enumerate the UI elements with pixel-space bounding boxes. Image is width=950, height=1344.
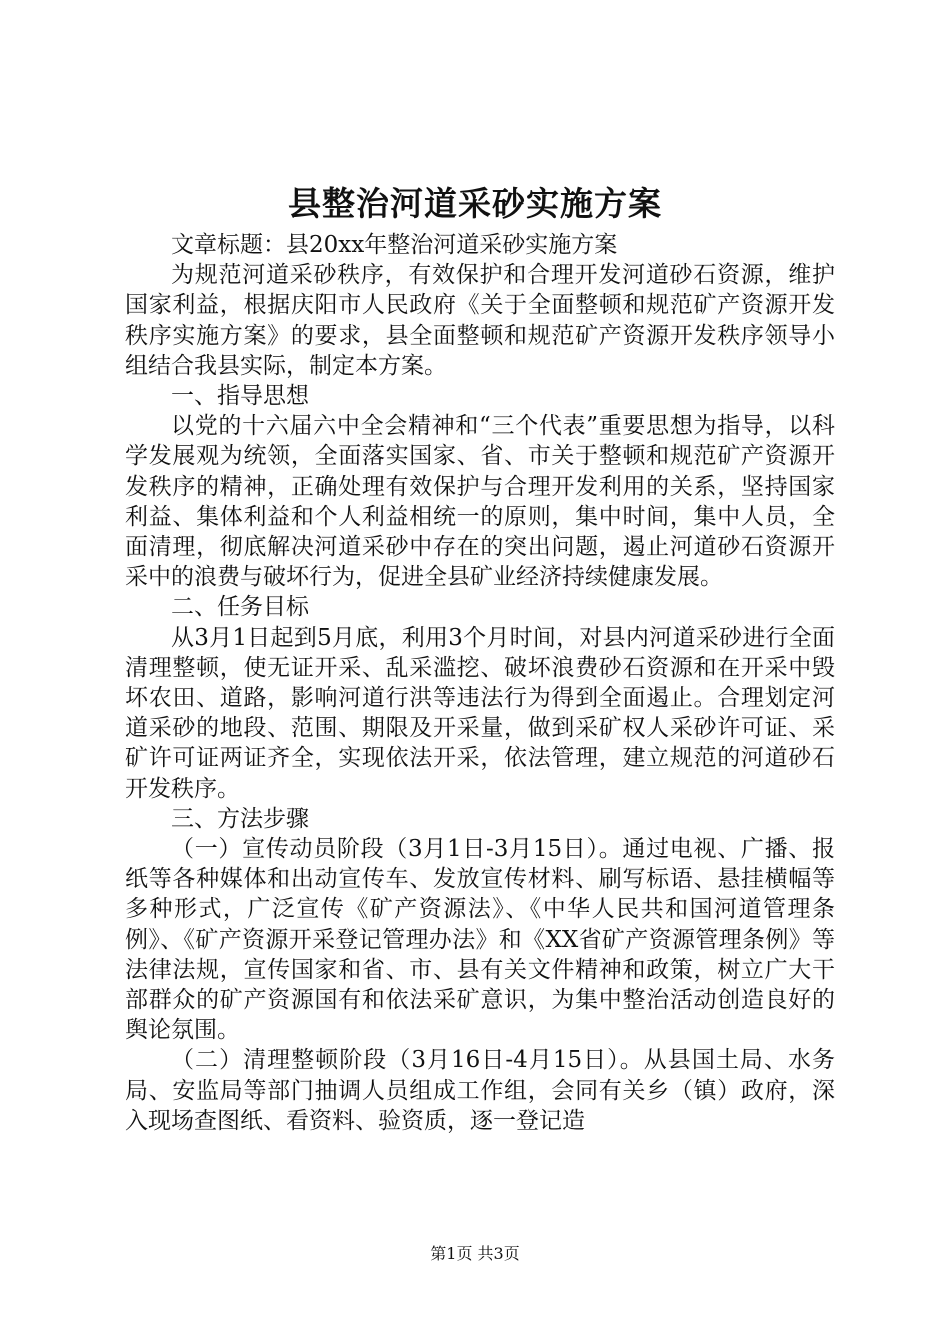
section-heading-task-goals: 二、任务目标 — [171, 594, 309, 621]
article-title-line: 文章标题：县20xx年整治河道采砂实施方案 — [171, 232, 618, 258]
intro-paragraph: 为规范河道采砂秩序，有效保护和合理开发河道砂石资源，维护国家利益，根据庆阳市人民政府《关于全面整顿和规范矿产资源开发秩序实施方案》的要求，县全面整顿和规范矿产资源开发秩序领导小组结合我县实际，制定本方案。 — [125, 262, 835, 379]
rectification-stage-paragraph: （二）清理整顿阶段（3月16日-4月15日）。从县国土局、水务局、安监局等部门抽调人员组成工作组，会同有关乡（镇）政府，深入现场查图纸、看资料、验资质，逐一登记造 — [125, 1047, 835, 1134]
document-body — [125, 230, 835, 1136]
task-goals-paragraph: 从3月1日起到5月底，利用3个月时间，对县内河道采砂进行全面清理整顿，使无证开采、乱采滥挖、破坏浪费砂石资源和在开采中毁坏农田、道路，影响河道行洪等违法行为得到全面遏止。合理划定河道采砂的地段、范围、期限及开采量，做到采矿权人采砂许可证、采矿许可证两证齐全，实现依法开采，依法管理，建立规范的河道砂石开发秩序。 — [125, 624, 835, 802]
publicity-stage-paragraph: （一）宣传动员阶段（3月1日-3月15日）。通过电视、广播、报纸等各种媒体和出动宣传车、发放宣传材料、刷写标语、悬挂横幅等多种形式，广泛宣传《矿产资源法》、《中华人民共和国河道管理条例》、《矿产资源开采登记管理办法》和《XX省矿产资源管理条例》等法律法规，宣传国家和省、市、县有关文件精神和政策，树立广大干部群众的矿产资源国有和依法采矿意识，为集中整治活动创造良好的舆论氛围。 — [125, 836, 835, 1044]
document-title: 县整治河道采砂实施方案 — [288, 184, 662, 223]
page-number-footer: 第1页 共3页 — [430, 1244, 520, 1263]
guiding-ideology-paragraph: 以党的十六届六中全会精神和“三个代表”重要思想为指导，以科学发展观为统领，全面落实国家、省、市关于整顿和规范矿产资源开发秩序的精神，正确处理有效保护与合理开发利用的关系，坚持国家利益、集体利益和个人利益相统一的原则，集中时间，集中人员，全面清理，彻底解决河道采砂中存在的突出问题，遏止河道砂石资源开采中的浪费与破坏行为，促进全县矿业经济持续健康发展。 — [125, 413, 835, 591]
section-heading-methods-steps: 三、方法步骤 — [171, 805, 309, 832]
section-heading-guiding-ideology: 一、指导思想 — [171, 383, 309, 410]
